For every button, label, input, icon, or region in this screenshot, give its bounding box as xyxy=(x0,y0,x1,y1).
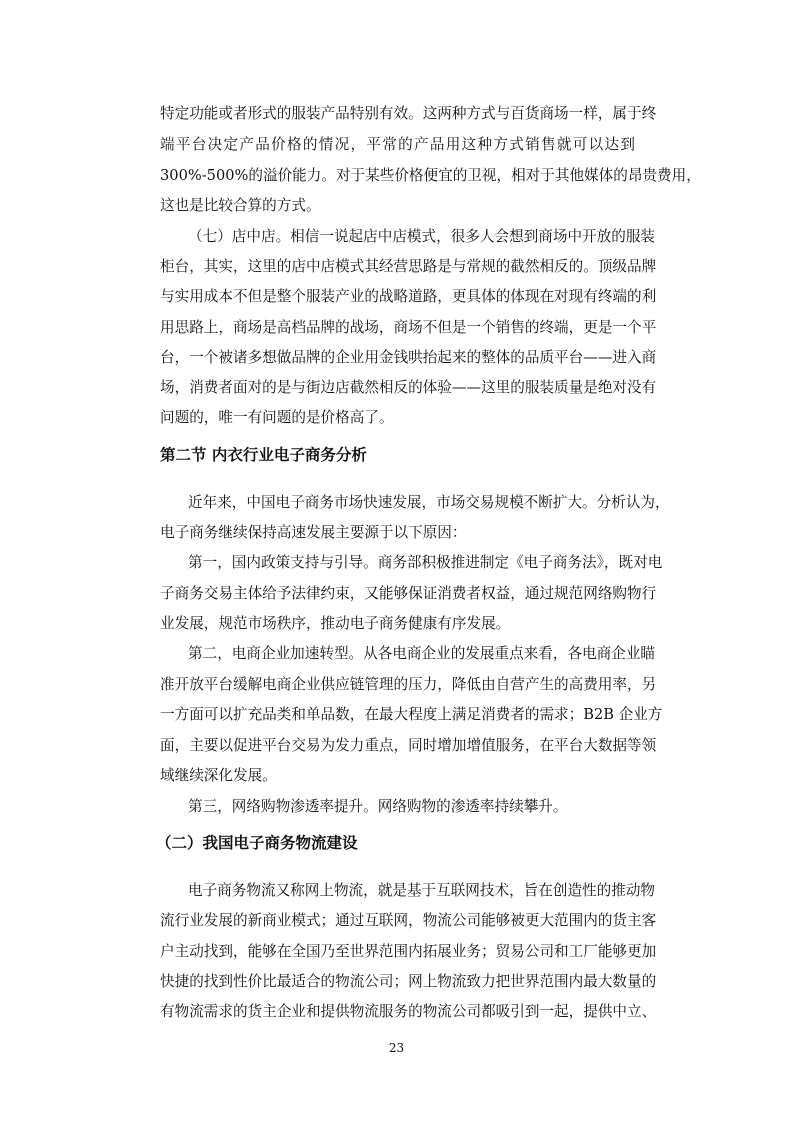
paragraph-line: 有物流需求的货主企业和提供物流服务的物流公司都吸引到一起，提供中立、 xyxy=(160,1003,657,1020)
paragraph-line: 第一，国内政策支持与引导。商务部积极推进制定《电子商务法》，既对电 xyxy=(188,554,663,571)
paragraph-line: 快捷的找到性价比最适合的物流公司；网上物流致力把世界范围内最大数量的 xyxy=(160,973,657,990)
paragraph-line: 面，主要以促进平台交易为发力重点，同时增加增值服务，在平台大数据等领 xyxy=(160,737,657,754)
paragraph-line: 这也是比较合算的方式。 xyxy=(160,197,321,214)
paragraph-line: 与实用成本不但是整个服装产业的战略道路，更具体的体现在对现有终端的利 xyxy=(160,288,657,305)
paragraph-line: 用思路上，商场是高档品牌的战场，商场不但是一个销售的终端，更是一个平 xyxy=(160,319,657,336)
paragraph-line: 子商务交易主体给予法律约束，又能够保证消费者权益，通过规范网络购物行 xyxy=(160,585,657,602)
paragraph-line: 一方面可以扩充品类和单品数，在最大程度上满足消费者的需求；B2B 企业方 xyxy=(160,706,663,723)
paragraph-line: 端平台决定产品价格的情况，平常的产品用这种方式销售就可以达到 xyxy=(160,136,635,153)
paragraph-line: 准开放平台缓解电商企业供应链管理的压力，降低由自营产生的高费用率，另 xyxy=(160,676,657,693)
paragraph-line: 户主动找到，能够在全国乃至世界范围内拓展业务；贸易公司和工厂能够更加 xyxy=(160,943,657,960)
page-number: 23 xyxy=(388,1041,405,1055)
paragraph-line: （七）店中店。相信一说起店中店模式，很多人会想到商场中开放的服装 xyxy=(188,228,656,245)
paragraph-line: 流行业发展的新商业模式；通过互联网，物流公司能够被更大范围内的货主客 xyxy=(160,912,657,929)
paragraph-line: 电子商务物流又称网上物流，就是基于互联网技术，旨在创造性的推动物 xyxy=(188,882,656,899)
paragraph-line: 第三，网络购物渗透率提升。网络购物的渗透率持续攀升。 xyxy=(188,798,568,815)
paragraph-line: 第二，电商企业加速转型。从各电商企业的发展重点来看，各电商企业瞄 xyxy=(188,645,656,662)
paragraph-line: 业发展，规范市场秩序，推动电子商务健康有序发展。 xyxy=(160,615,511,632)
section-heading: 第二节 内衣行业电子商务分析 xyxy=(160,446,367,464)
paragraph-line: 场，消费者面对的是与街边店截然相反的体验——这里的服装质量是绝对没有 xyxy=(160,379,657,396)
paragraph-line: 近年来，中国电子商务市场快速发展，市场交易规模不断扩大。分析认为， xyxy=(188,494,670,511)
paragraph-line: 问题的，唯一有问题的是价格高了。 xyxy=(160,409,394,426)
paragraph-line: 特定功能或者形式的服装产品特别有效。这两种方式与百货商场一样，属于终 xyxy=(160,105,657,122)
paragraph-line: 300%-500%的溢价能力。对于某些价格便宜的卫视，相对于其他媒体的昂贵费用， xyxy=(160,167,701,184)
paragraph-line: 柜台，其实，这里的店中店模式其经营思路是与常规的截然相反的。顶级品牌 xyxy=(160,258,657,275)
subsection-heading: （二）我国电子商务物流建设 xyxy=(156,834,358,852)
paragraph-line: 电子商务继续保持高速发展主要源于以下原因： xyxy=(160,524,467,541)
paragraph-line: 台，一个被诸多想做品牌的企业用金钱哄抬起来的整体的品质平台——进入商 xyxy=(160,349,657,366)
paragraph-line: 域继续深化发展。 xyxy=(160,767,277,784)
